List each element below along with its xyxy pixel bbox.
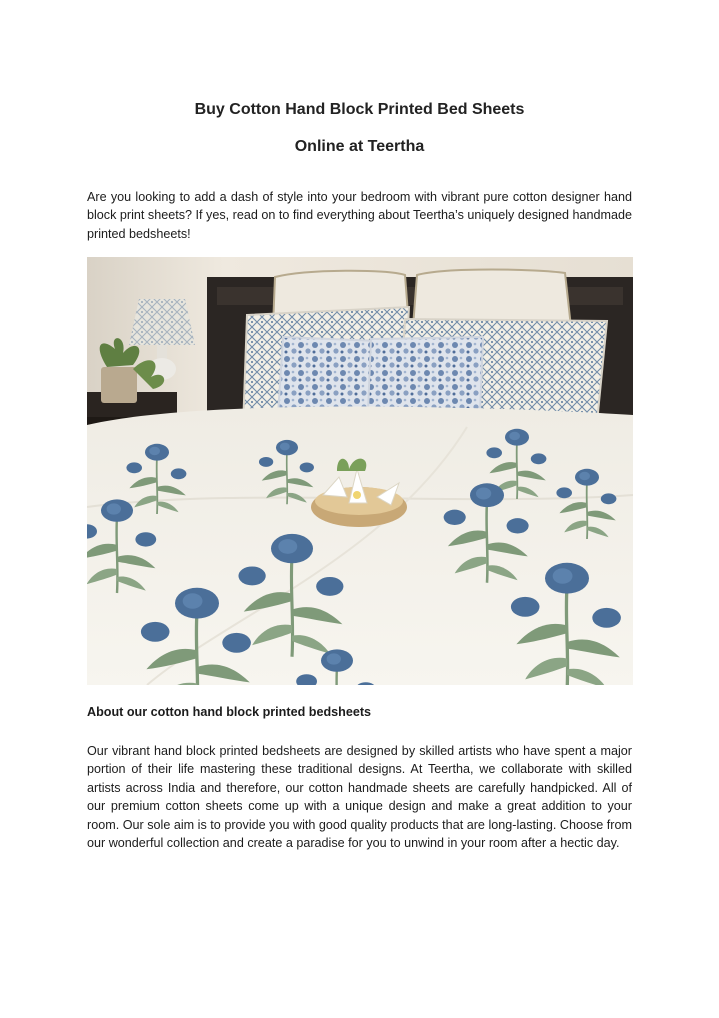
bedsheet-photo bbox=[87, 257, 633, 685]
page-title-line-1: Buy Cotton Hand Block Printed Bed Sheets bbox=[194, 101, 525, 118]
section-heading: About our cotton hand block printed bedsheets bbox=[87, 705, 372, 719]
section-body-paragraph: Our vibrant hand block printed bedsheets are designed by skilled artists who have spent a major portion of their life mastering these traditional designs. At Teertha, we collaborate with skilled artists across India and therefore, our cotton handmade sheets are carefully handpicked. All of our premium cotton sheets come up with a unique design and make a great addition to your room. Our sole aim is to provide you with good quality products that are long-lasting. Choose from our wonderful collection and create a paradise for you to unwind in your room after a hectic day. bbox=[87, 744, 632, 851]
page-title-line-2: Online at Teertha bbox=[294, 138, 425, 155]
intro-paragraph: Are you looking to add a dash of style into your bedroom with vibrant pure cotton designer hand block print sheets? If yes, read on to find everything about Teertha’s uniquely designed handmade printed bedsheets! bbox=[87, 190, 632, 241]
